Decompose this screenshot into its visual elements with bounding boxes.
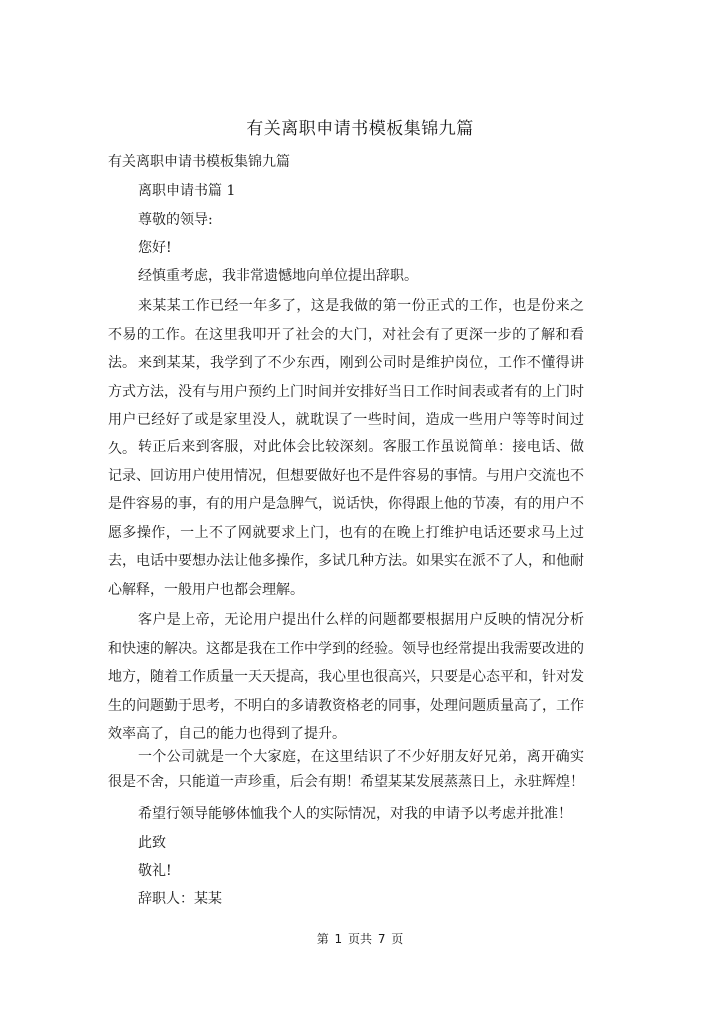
greeting: 您好!	[138, 240, 172, 256]
paragraph-5: 客户是上帝，无论用户提出什么样的问题都要根据用户反映的情况分析和快速的解决。这都是我在工作中学到的经验。领导也经常提出我需要改进的地方，随着工作质量一天天提高，我心里也很高兴，只要是心态平和，针对发生的问题勤于思考，不明白的多请教资格老的同事，处理问题质量高了，工作效率高了，自己的能力也得到了提升。	[108, 612, 584, 742]
closing: 此致	[138, 835, 166, 851]
salutation: 尊敬的领导:	[138, 212, 213, 228]
paragraph-1: 经慎重考虑，我非常遗憾地向单位提出辞职。	[138, 268, 418, 284]
document-subtitle: 有关离职申请书模板集锦九篇	[108, 154, 290, 170]
paragraph-3: 来到某某，我学到了不少东西，刚到公司时是维护岗位，工作不懂得讲方式方法，没有与用户预约上门时间并安排好当日工作时间表或者有的上门时用户已经好了或是家里没人，就耽误了一些时间，造成一些用户等等时间过久。	[108, 355, 584, 457]
paragraph-7: 希望行领导能够体恤我个人的实际情况，对我的申请予以考虑并批准！	[138, 806, 572, 822]
signature: 辞职人：某某	[138, 891, 222, 907]
paragraph-6: 一个公司就是一个大家庭，在这里结识了不少好朋友好兄弟，离开确实很是不舍，只能道一声珍重，后会有期！希望某某发展蒸蒸日上，永驻辉煌！	[108, 749, 584, 790]
regards: 敬礼!	[138, 863, 172, 879]
paragraph-2: 来某某工作已经一年多了，这是我做的第一份正式的工作，也是份来之不易的工作。在这里我叩开了社会的大门，对社会有了更深一步的了解和看法。	[108, 298, 584, 371]
section-heading: 离职申请书篇 1	[138, 183, 236, 199]
page-footer: 第 1 页共 7 页	[316, 932, 404, 946]
paragraph-4: 转正后来到客服，对此体会比较深刻。客服工作虽说简单：接电话、做记录、回访用户使用情况，但想要做好也不是件容易的事情。与用户交流也不是件容易的事，有的用户是急脾气，说话快，你得跟上他的节凑，有的用户不愿多操作，一上不了网就要求上门，也有的在晚上打维护电话还要求马上过去，电话中要想办法让他多操作，多试几种方法。如果实在派不了人，和他耐心解释，一般用户也都会理解。	[108, 439, 584, 598]
document-title: 有关离职申请书模板集锦九篇	[246, 119, 474, 139]
